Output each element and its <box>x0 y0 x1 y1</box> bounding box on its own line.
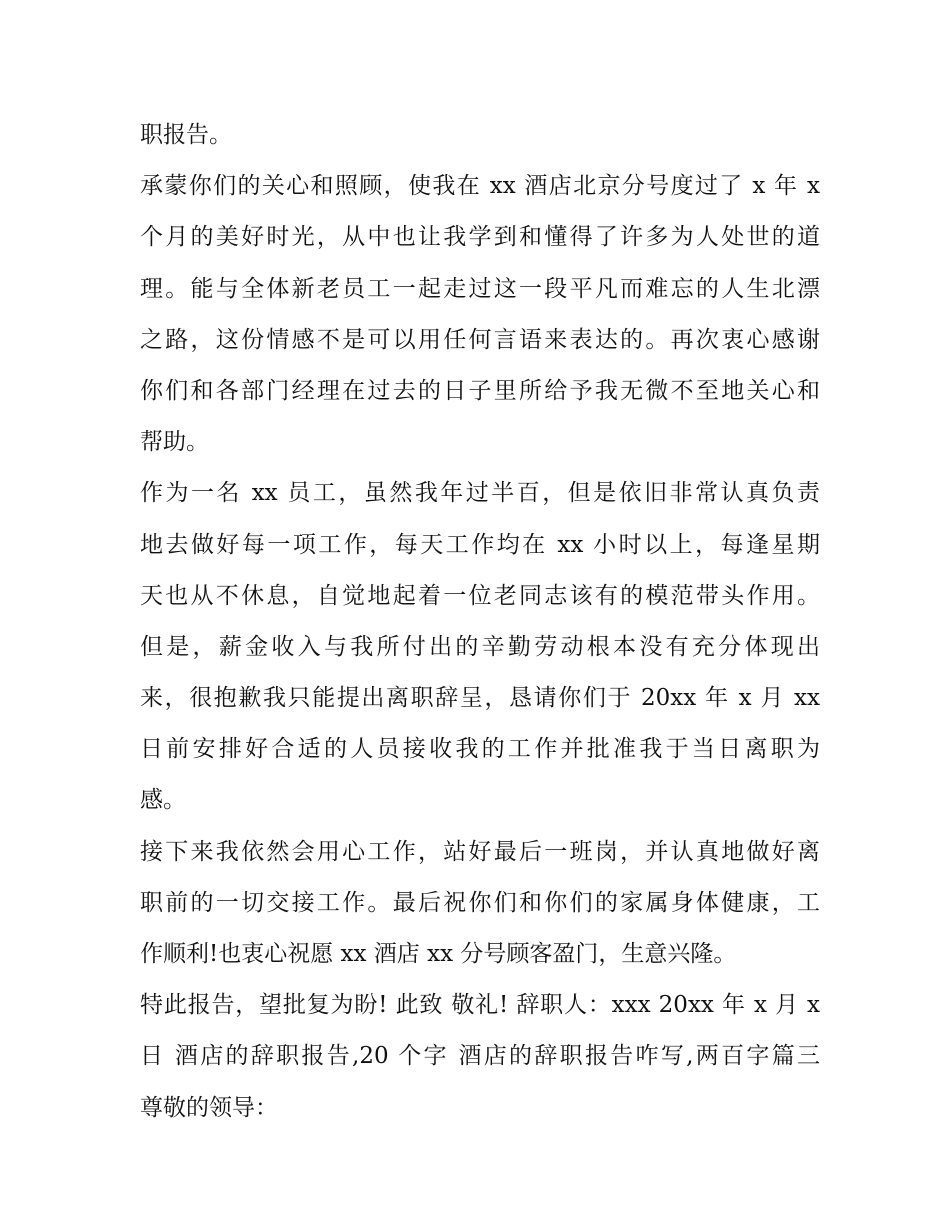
text-line: 个月的美好时光，从中也让我学到和懂得了许多为人处世的道 <box>140 224 820 251</box>
text-line: 日 酒店的辞职报告,20 个字 酒店的辞职报告咋写,两百字篇三 <box>140 1043 820 1070</box>
text-line: 接下来我依然会用心工作，站好最后一班岗，并认真地做好离 <box>140 838 820 865</box>
text-line: 特此报告，望批复为盼! 此致 敬礼! 辞职人：xxx 20xx 年 x 月 x <box>140 992 820 1019</box>
text-line: 作顺利!也衷心祝愿 xx 酒店 xx 分号顾客盈门，生意兴隆。 <box>140 941 737 967</box>
text-line: 职报告。 <box>140 122 232 148</box>
text-line: 但是，薪金收入与我所付出的辛勤劳动根本没有充分体现出 <box>140 633 820 660</box>
text-line: 职前的一切交接工作。最后祝你们和你们的家属身体健康，工 <box>140 889 820 916</box>
text-line: 承蒙你们的关心和照顾，使我在 xx 酒店北京分号度过了 x 年 x <box>140 173 820 200</box>
text-line: 来，很抱歉我只能提出离职辞呈，恳请你们于 20xx 年 x 月 xx <box>140 685 820 712</box>
text-line: 帮助。 <box>140 429 209 456</box>
text-line: 理。能与全体新老员工一起走过这一段平凡而难忘的人生北漂 <box>140 275 820 302</box>
text-line: 作为一名 xx 员工，虽然我年过半百，但是依旧非常认真负责 <box>140 480 820 507</box>
text-line: 地去做好每一项工作，每天工作均在 xx 小时以上，每逢星期 <box>140 531 820 558</box>
text-line: 你们和各部门经理在过去的日子里所给予我无微不至地关心和 <box>140 377 820 404</box>
letter-body <box>140 110 820 1134</box>
text-line: 之路，这份情感不是可以用任何言语来表达的。再次衷心感谢 <box>140 326 820 353</box>
text-line: 天也从不休息，自觉地起着一位老同志该有的模范带头作用。 <box>140 582 820 609</box>
text-line: 日前安排好合适的人员接收我的工作并批准我于当日离职为 <box>140 736 820 763</box>
text-line: 感。 <box>140 787 186 814</box>
text-line: 尊敬的领导： <box>140 1094 278 1121</box>
